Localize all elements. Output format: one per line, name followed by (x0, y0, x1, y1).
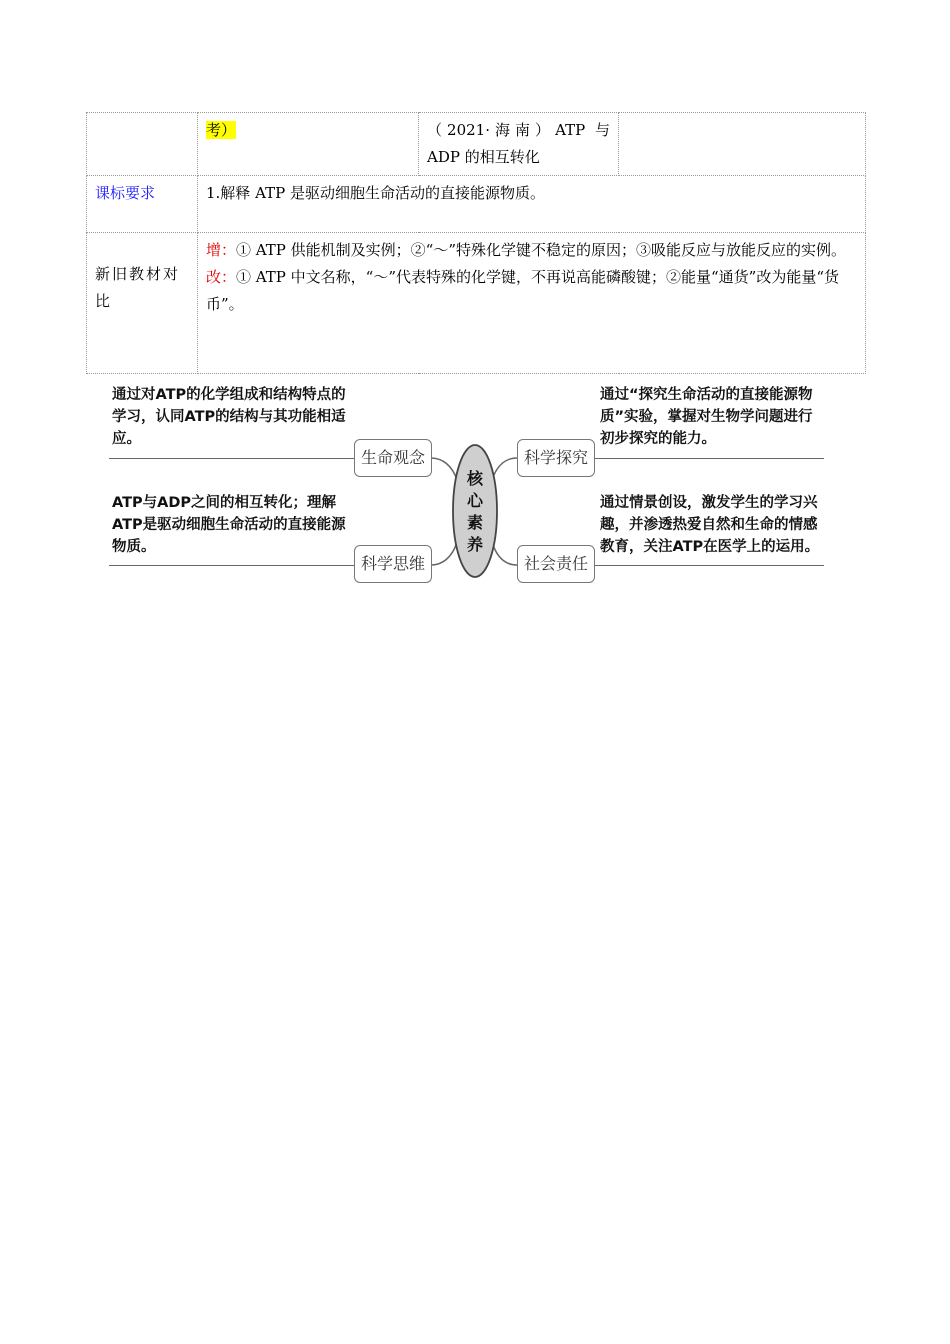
table-cell (619, 113, 866, 176)
lesson-table (86, 112, 866, 374)
add-text: ① ATP 供能机制及实例；②“～”特殊化学键不稳定的原因；③吸能反应与放能反应的实例。 (236, 241, 847, 259)
life-concept-text: 通过对ATP的化学组成和结构特点的学习，认同ATP的结构与其功能相适应。 (112, 387, 346, 447)
core-literacy-mindmap (107, 380, 827, 585)
scientific-inquiry-box: 科学探究 (517, 439, 595, 477)
curriculum-label: 课标要求 (87, 176, 198, 233)
table-row (87, 113, 866, 176)
scientific-inquiry-text: 通过“探究生命活动的直接能源物质”实验，掌握对生物学问题进行初步探究的能力。 (600, 387, 813, 447)
life-concept-box: 生命观念 (354, 439, 432, 477)
table-row (87, 233, 866, 374)
changes (206, 264, 857, 318)
social-responsibility-text: 通过情景创设，激发学生的学习兴趣，并渗透热爱自然和生命的情感教育，关注ATP在医学上的运用。 (600, 495, 820, 555)
change-label: 改： (206, 268, 237, 286)
additions (206, 237, 857, 264)
table-row (87, 176, 866, 233)
change-text: ① ATP 中文名称，“～”代表特殊的化学键，不再说高能磷酸键；②能量“通货”改为能量“货币”。 (206, 268, 840, 313)
comparison-content (198, 233, 866, 374)
table-cell (87, 113, 198, 176)
exam-reference: （2021·海南）ATP 与 ADP 的相互转化 (419, 113, 619, 176)
social-responsibility-box: 社会责任 (517, 545, 595, 583)
add-label: 增： (206, 241, 237, 259)
center-label: 核心素养 (466, 469, 483, 554)
table-cell (198, 113, 419, 176)
curriculum-content: 1.解释 ATP 是驱动细胞生命活动的直接能源物质。 (198, 176, 866, 233)
comparison-label: 新旧教材对比 (87, 233, 198, 374)
highlighted-text: 考） (206, 121, 237, 139)
scientific-thinking-box: 科学思维 (354, 545, 432, 583)
scientific-thinking-text: ATP与ADP之间的相互转化；理解ATP是驱动细胞生命活动的直接能源物质。 (112, 495, 346, 555)
